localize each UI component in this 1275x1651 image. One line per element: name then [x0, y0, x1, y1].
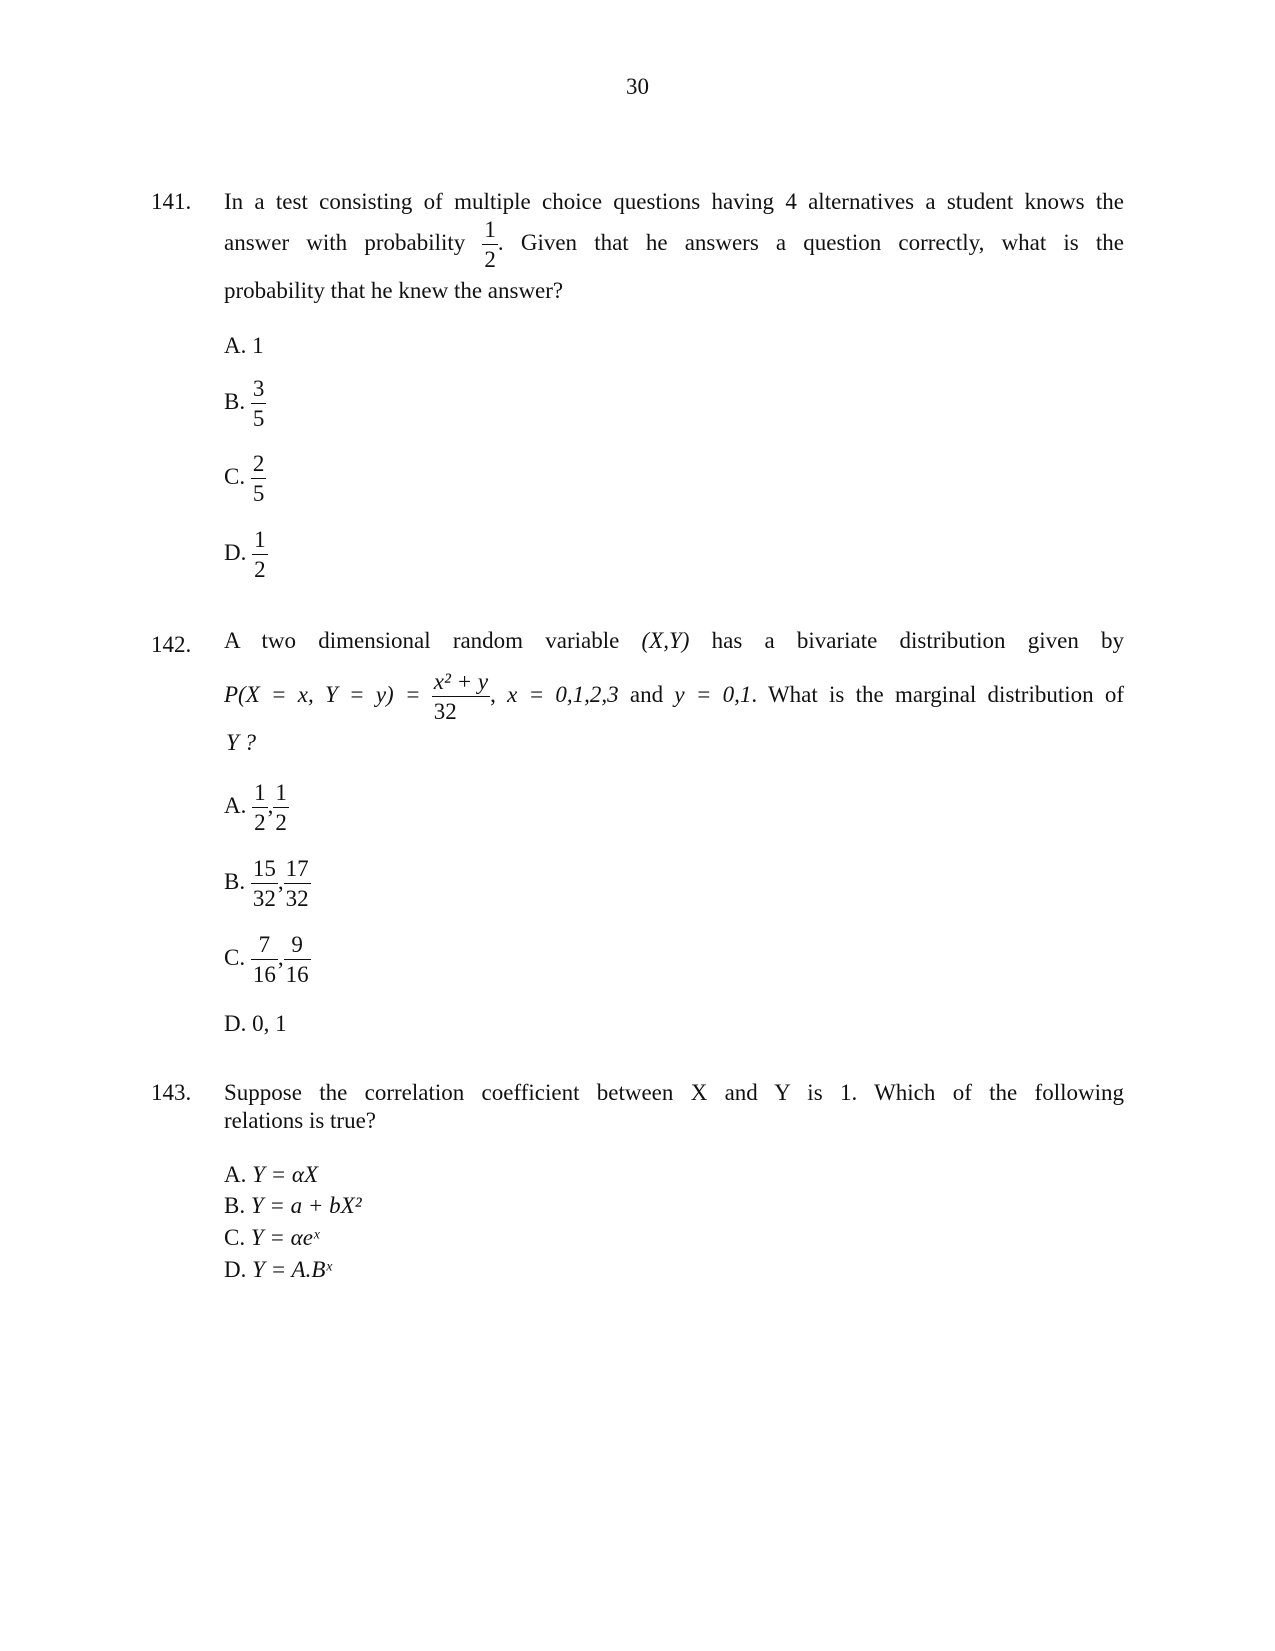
option-value: Y = a + bX² [250, 1193, 362, 1218]
option-fraction [273, 781, 289, 834]
fraction-numerator: 15 [251, 857, 278, 884]
question-text: has a bivariate distribution given by [711, 628, 1125, 653]
question-text-line: probability that he knew the answer? [224, 278, 564, 303]
fraction-denominator: 32 [433, 699, 457, 724]
option-a[interactable] [224, 1162, 318, 1188]
question-text: Given that he answers a question correctly, what is the [520, 229, 1124, 255]
probability-fraction [482, 218, 498, 271]
fraction-denominator: 2 [254, 810, 266, 835]
question-text-line: Y ? [226, 730, 257, 755]
question-text-line: answer with probability $\frac{1}{2}$ . Given that he answers a question correctly, what is the [224, 217, 1124, 272]
domain-y: y = 0,1 [674, 681, 752, 707]
question-text-line: relations is true? [224, 1108, 377, 1133]
option-label: D. [224, 1011, 247, 1036]
option-label: D. [224, 539, 247, 565]
fraction-numerator: 1 [252, 528, 268, 555]
random-variable: (X,Y) [641, 628, 690, 653]
option-label: C. [224, 463, 246, 489]
option-fraction [284, 933, 311, 986]
fraction-numerator: 1 [482, 218, 498, 245]
option-a[interactable] [224, 333, 264, 359]
option-a[interactable]: A. $\frac{1}{2}$ , $\frac{1}{2}$ [224, 780, 287, 835]
option-label: A. [224, 1162, 247, 1187]
fraction-numerator: 2 [251, 452, 267, 479]
option-value: Y = αX [252, 1162, 319, 1187]
and-text: and [629, 681, 664, 707]
option-label: B. [224, 868, 246, 894]
option-value: 0, 1 [252, 1011, 287, 1036]
fraction-numerator: 1 [273, 781, 289, 808]
option-fraction [284, 857, 311, 910]
option-b[interactable] [224, 1193, 362, 1219]
page-number: 30 [626, 74, 649, 99]
fraction-denominator: 32 [252, 886, 276, 911]
option-fraction [251, 377, 267, 430]
option-fraction [251, 857, 278, 910]
fraction-denominator: 32 [285, 886, 309, 911]
fraction-numerator: 9 [284, 933, 311, 960]
option-d[interactable] [224, 1257, 332, 1283]
option-value: 1 [252, 333, 264, 358]
fraction-numerator: 17 [284, 857, 311, 884]
fraction-numerator: 3 [251, 377, 267, 404]
question-text-line: Suppose the correlation coefficient between X and Y is 1. Which of the following [224, 1080, 1124, 1105]
option-b[interactable] [224, 377, 266, 430]
option-label: B. [224, 1193, 246, 1218]
fraction-denominator: 2 [484, 247, 496, 272]
fraction-denominator: 2 [254, 557, 266, 582]
question-text: . What is the marginal distribution of [751, 681, 1125, 707]
option-label: A. [224, 333, 247, 358]
fraction-denominator: 16 [252, 962, 276, 987]
domain-x: x = 0,1,2,3 [507, 681, 619, 707]
fraction-denominator: 2 [275, 810, 287, 835]
option-d[interactable] [224, 1011, 287, 1037]
option-b[interactable]: B. $\frac{15}{32}$ , $\frac{17}{32}$ [224, 856, 309, 911]
option-label: C. [224, 944, 246, 970]
option-label: A. [224, 792, 247, 818]
option-fraction [251, 452, 267, 505]
option-label: B. [224, 388, 246, 414]
question-number: 143. [151, 1080, 192, 1105]
fraction-denominator: 5 [252, 406, 265, 431]
pmf-fraction [432, 670, 490, 723]
question-text-line: In a test consisting of multiple choice questions having 4 alternatives a student knows the [224, 189, 1124, 214]
question-text: A two dimensional random variable [224, 628, 620, 653]
option-label: D. [224, 1257, 247, 1282]
question-number: 142. [151, 632, 192, 657]
pmf-lhs: P(X = x, Y = y) = [224, 681, 421, 707]
question-number: 141. [151, 189, 192, 214]
option-fraction [252, 781, 268, 834]
question-text-line [224, 628, 1124, 654]
fraction-numerator: x² + y [432, 670, 490, 697]
option-value: Y = A.Bˣ [252, 1257, 332, 1282]
fraction-numerator: 7 [251, 933, 278, 960]
fraction-denominator: 16 [285, 962, 309, 987]
option-d[interactable] [224, 528, 268, 581]
question-text: answer with probability [224, 229, 466, 255]
option-c[interactable] [224, 452, 266, 505]
option-fraction [252, 528, 268, 581]
option-c[interactable] [224, 1225, 319, 1251]
fraction-denominator: 5 [252, 481, 265, 506]
option-fraction [251, 933, 278, 986]
fraction-numerator: 1 [252, 781, 268, 808]
option-value: Y = αeˣ [250, 1225, 320, 1250]
option-label: C. [224, 1225, 246, 1250]
question-text-line: P(X = x, Y = y) = $\frac{\text{x² + y}}{32}$ , x = 0,1,2,3 and y = 0,1. What is the marginal distribution of [224, 669, 1125, 724]
option-c[interactable]: C. $\frac{7}{16}$ , $\frac{9}{16}$ [224, 932, 309, 987]
